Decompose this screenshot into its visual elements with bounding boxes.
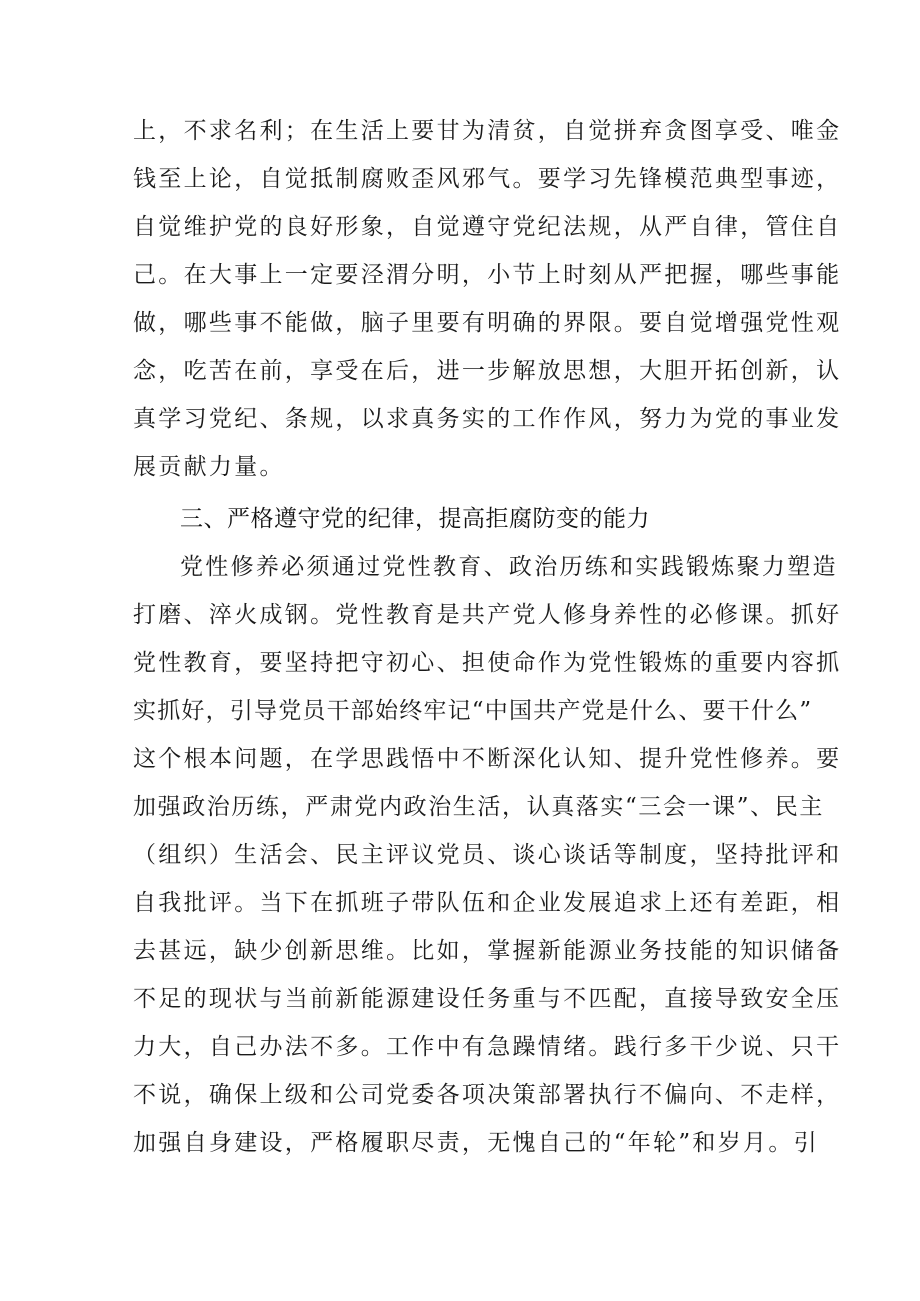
paragraph-2-line-5: 这个根本问题，在学思践悟中不断深化认知、提升党性修养。要 <box>133 746 842 772</box>
paragraph-2-line-4: 实抓好，引导党员干部始终牢记“中国共产党是什么、要干什么” <box>133 698 813 724</box>
paragraph-2-line-9: 去甚远，缺少创新思维。比如，掌握新能源业务技能的知识储备 <box>133 938 842 964</box>
paragraph-1-line-1: 上，不求名利；在生活上要甘为清贫，自觉拼弃贪图享受、唯金 <box>133 118 842 144</box>
paragraph-1-line-5: 做，哪些事不能做，脑子里要有明确的界限。要自觉增强党性观 <box>133 310 842 336</box>
paragraph-1-line-3: 自觉维护党的良好形象，自觉遵守党纪法规，从严自律，管住自 <box>133 214 842 240</box>
section-heading: 三、严格遵守党的纪律，提高拒腐防变的能力 <box>180 506 650 532</box>
paragraph-2-line-6: 加强政治历练，严肃党内政治生活，认真落实“三会一课”、民主 <box>133 794 824 820</box>
paragraph-2-line-11: 力大，自己办法不多。工作中有急躁情绪。践行多干少说、只干 <box>133 1034 842 1060</box>
paragraph-2-line-7: （组织）生活会、民主评议党员、谈心谈话等制度，坚持批评和 <box>133 842 842 868</box>
paragraph-1-line-6: 念，吃苦在前，享受在后，进一步解放思想，大胆开拓创新，认 <box>133 358 842 384</box>
paragraph-1-line-4: 己。在大事上一定要泾渭分明，小节上时刻从严把握，哪些事能 <box>133 262 842 288</box>
paragraph-2-line-10: 不足的现状与当前新能源建设任务重与不匹配，直接导致安全压 <box>133 986 842 1012</box>
paragraph-2-line-8: 自我批评。当下在抓班子带队伍和企业发展追求上还有差距，相 <box>133 890 842 916</box>
paragraph-2-line-3: 党性教育，要坚持把守初心、担使命作为党性锻炼的重要内容抓 <box>133 650 842 676</box>
paragraph-1-line-2: 钱至上论，自觉抵制腐败歪风邪气。要学习先锋模范典型事迹， <box>133 166 842 192</box>
paragraph-2-line-1: 党性修养必须通过党性教育、政治历练和实践锻炼聚力塑造 <box>180 554 838 580</box>
paragraph-2-line-2: 打磨、淬火成钢。党性教育是共产党人修身养性的必修课。抓好 <box>133 602 842 628</box>
paragraph-1-line-7: 真学习党纪、条规，以求真务实的工作作风，努力为党的事业发 <box>133 406 842 432</box>
paragraph-2-line-12: 不说，确保上级和公司党委各项决策部署执行不偏向、不走样， <box>133 1082 842 1108</box>
paragraph-2-line-13: 加强自身建设，严格履职尽责，无愧自己的“年轮”和岁月。引 <box>133 1130 819 1156</box>
paragraph-1-line-8: 展贡献力量。 <box>133 454 285 480</box>
